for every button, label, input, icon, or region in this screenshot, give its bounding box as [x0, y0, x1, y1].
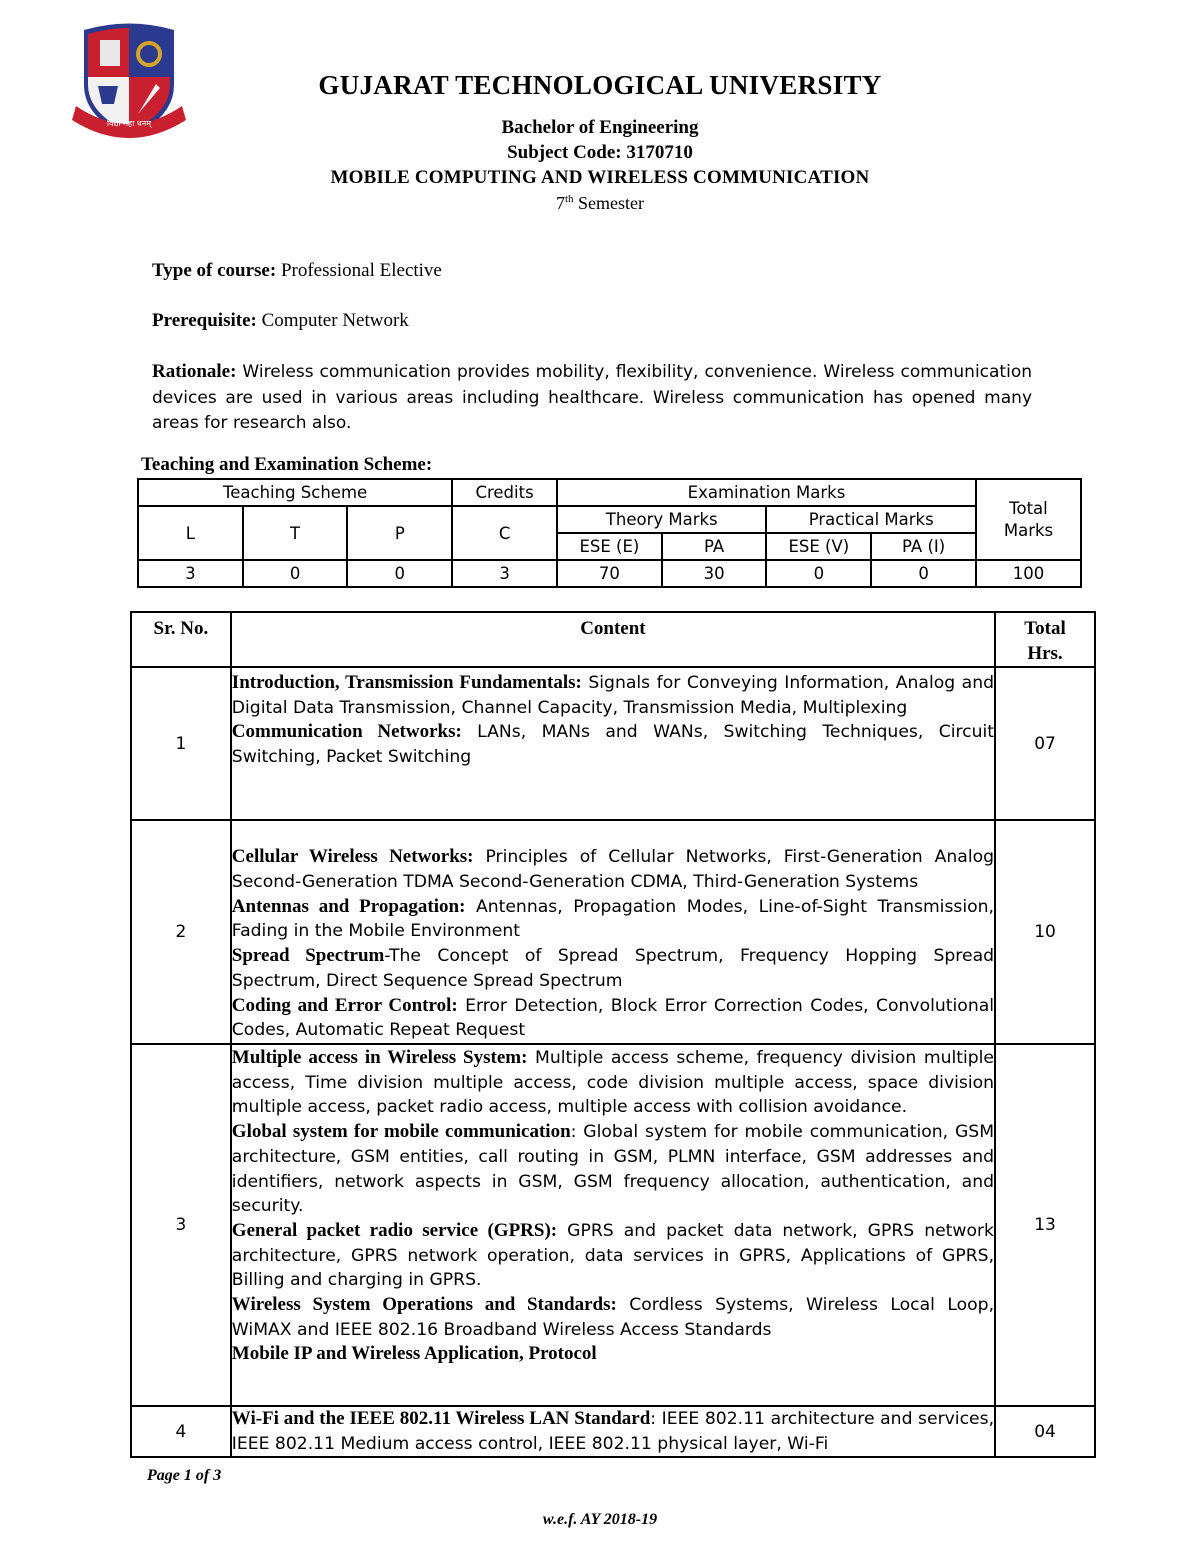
effective-year: w.e.f. AY 2018-19: [542, 1511, 658, 1528]
table-row: [131, 820, 1095, 1044]
semester-number: 7: [555, 193, 565, 213]
val-ese-e: 70: [557, 560, 662, 587]
subject-name: MOBILE COMPUTING AND WIRELESS COMMUNICATION: [330, 167, 870, 188]
col-ese-e: ESE (E): [557, 533, 662, 560]
logo-motto: विद्या महा धनम्: [107, 119, 151, 128]
rationale-value: Wireless communication provides mobility, flexibility, convenience. Wireless communication devices are used in various areas including healthcare. Wireless communication has opened many areas for research also.: [152, 362, 1032, 433]
row-content: [231, 1406, 995, 1457]
topic-text: : Global system for mobile communication, GSM architecture, GSM entities, call routing in GSM, PLMN interface, GSM addresses and identifiers, network aspects in GSM, GSM frequency allocation, authentication, and security.: [231, 1122, 995, 1217]
row-hours: 10: [995, 820, 1095, 1044]
exam-marks-header: Examination Marks: [557, 479, 976, 506]
type-of-course: [152, 260, 442, 282]
table-row: [131, 667, 1095, 820]
topic: [232, 895, 994, 944]
val-c: 3: [452, 560, 557, 587]
val-p: 0: [347, 560, 452, 587]
topic-text: LANs, MANs and WANs, Switching Techniques, Circuit Switching, Packet Switching: [231, 722, 995, 768]
val-t: 0: [243, 560, 348, 587]
content-table: [130, 611, 1096, 1458]
university-name: GUJARAT TECHNOLOGICAL UNIVERSITY: [318, 70, 882, 100]
topic-title: Cellular Wireless Networks:: [231, 846, 474, 868]
topic: [232, 944, 994, 993]
scheme-title: Teaching and Examination Scheme:: [141, 454, 433, 475]
col-pa: PA: [662, 533, 767, 560]
topic-title: General packet radio service (GPRS):: [231, 1219, 558, 1241]
topic-title: Mobile IP and Wireless Application, Protocol: [231, 1343, 597, 1365]
topic-title: Wi-Fi and the IEEE 802.11 Wireless LAN Standard: [231, 1408, 651, 1429]
content-header: Content: [231, 612, 995, 667]
col-t: T: [243, 506, 348, 560]
total-hrs-header: Total Hrs.: [995, 612, 1095, 667]
topic-title: Communication Networks:: [231, 721, 462, 743]
topic-text: Cordless Systems, Wireless Local Loop, WiMAX and IEEE 802.16 Broadband Wireless Access Standards: [231, 1295, 995, 1340]
topic-title: Spread Spectrum: [231, 945, 385, 967]
topic-text: GPRS and packet data network, GPRS network architecture, GPRS network operation, data services in GPRS, Applications of GPRS, Billing and charging in GPRS.: [231, 1220, 995, 1291]
val-pa: 30: [662, 560, 767, 587]
scheme-values-row: [138, 560, 1081, 587]
topic-text: -The Concept of Spread Spectrum, Frequency Hopping Spread Spectrum, Direct Sequence Spread Spectrum: [231, 946, 995, 991]
row-content: [231, 820, 995, 1044]
scheme-table: [137, 478, 1082, 588]
topic: [232, 1407, 994, 1456]
row-sr-no: 2: [131, 820, 231, 1044]
topic: [232, 1342, 994, 1367]
topic-text: Antennas, Propagation Modes, Line-of-Sight Transmission, Fading in the Mobile Environment: [231, 896, 995, 942]
rationale-label: Rationale:: [152, 361, 237, 382]
val-l: 3: [138, 560, 243, 587]
practical-marks-header: Practical Marks: [766, 506, 976, 533]
val-total: 100: [976, 560, 1081, 587]
topic-title: Coding and Error Control:: [231, 994, 458, 1016]
row-sr-no: 3: [131, 1044, 231, 1406]
topic: [232, 1120, 994, 1219]
row-hours: 07: [995, 667, 1095, 820]
topic-text: : IEEE 802.11 architecture and services, IEEE 802.11 Medium access control, IEEE 802.11 physical layer, Wi-Fi: [231, 1409, 995, 1454]
semester: [0, 193, 1200, 214]
row-sr-no: 1: [131, 667, 231, 820]
topic-title: Antennas and Propagation:: [231, 895, 466, 917]
sr-no-header: Sr. No.: [131, 612, 231, 667]
topic: [232, 720, 994, 769]
subject-code: Subject Code: 3170710: [507, 142, 693, 163]
type-label: Type of course:: [152, 260, 277, 281]
topic-title: Wireless System Operations and Standards:: [231, 1294, 617, 1316]
credits-header: Credits: [452, 479, 557, 506]
teaching-scheme-header: Teaching Scheme: [138, 479, 452, 506]
prereq-label: Prerequisite:: [152, 310, 257, 331]
topic: [232, 1219, 994, 1293]
col-p: P: [347, 506, 452, 560]
topic: [232, 994, 994, 1043]
topic-text: Principles of Cellular Networks, First-Generation Analog Second-Generation TDMA Second-Generation CDMA, Third-Generation Systems: [231, 847, 995, 893]
table-row: [131, 1044, 1095, 1406]
row-content: [231, 1044, 995, 1406]
type-value: Professional Elective: [276, 260, 442, 281]
val-ese-v: 0: [766, 560, 871, 587]
row-sr-no: 4: [131, 1406, 231, 1457]
row-hours: 04: [995, 1406, 1095, 1457]
total-marks-header: Total Marks: [976, 479, 1081, 560]
semester-word: Semester: [573, 193, 645, 213]
rationale: [152, 359, 1032, 437]
topic: [232, 845, 994, 894]
topic-text: Multiple access scheme, frequency division multiple access, Time division multiple access, code division multiple access, space division multiple access, packet radio access, multiple access with collision avoidance.: [231, 1048, 995, 1118]
row-content: [231, 667, 995, 820]
val-pa-i: 0: [871, 560, 976, 587]
topic-title: Global system for mobile communication: [231, 1121, 571, 1143]
topic: [232, 1293, 994, 1342]
topic: [232, 1046, 994, 1120]
row-hours: 13: [995, 1044, 1095, 1406]
col-ese-v: ESE (V): [766, 533, 871, 560]
degree-name: Bachelor of Engineering: [501, 117, 699, 138]
prerequisite: [152, 310, 409, 332]
table-row: [131, 1406, 1095, 1457]
col-c: C: [452, 506, 557, 560]
prereq-value: Computer Network: [256, 310, 409, 331]
topic-title: Multiple access in Wireless System:: [231, 1047, 528, 1068]
topic-text: Error Detection, Block Error Correction Codes, Convolutional Codes, Automatic Repeat Request: [231, 995, 995, 1041]
semester-suffix: th: [564, 193, 574, 205]
col-l: L: [138, 506, 243, 560]
theory-marks-header: Theory Marks: [557, 506, 766, 533]
page-number: Page 1 of 3: [147, 1467, 222, 1484]
topic-text: Signals for Conveying Information, Analog and Digital Data Transmission, Channel Capacity, Transmission Media, Multiplexing: [231, 673, 995, 718]
col-pa-i: PA (I): [871, 533, 976, 560]
topic: [232, 671, 994, 720]
topic-title: Introduction, Transmission Fundamentals:: [231, 672, 582, 693]
